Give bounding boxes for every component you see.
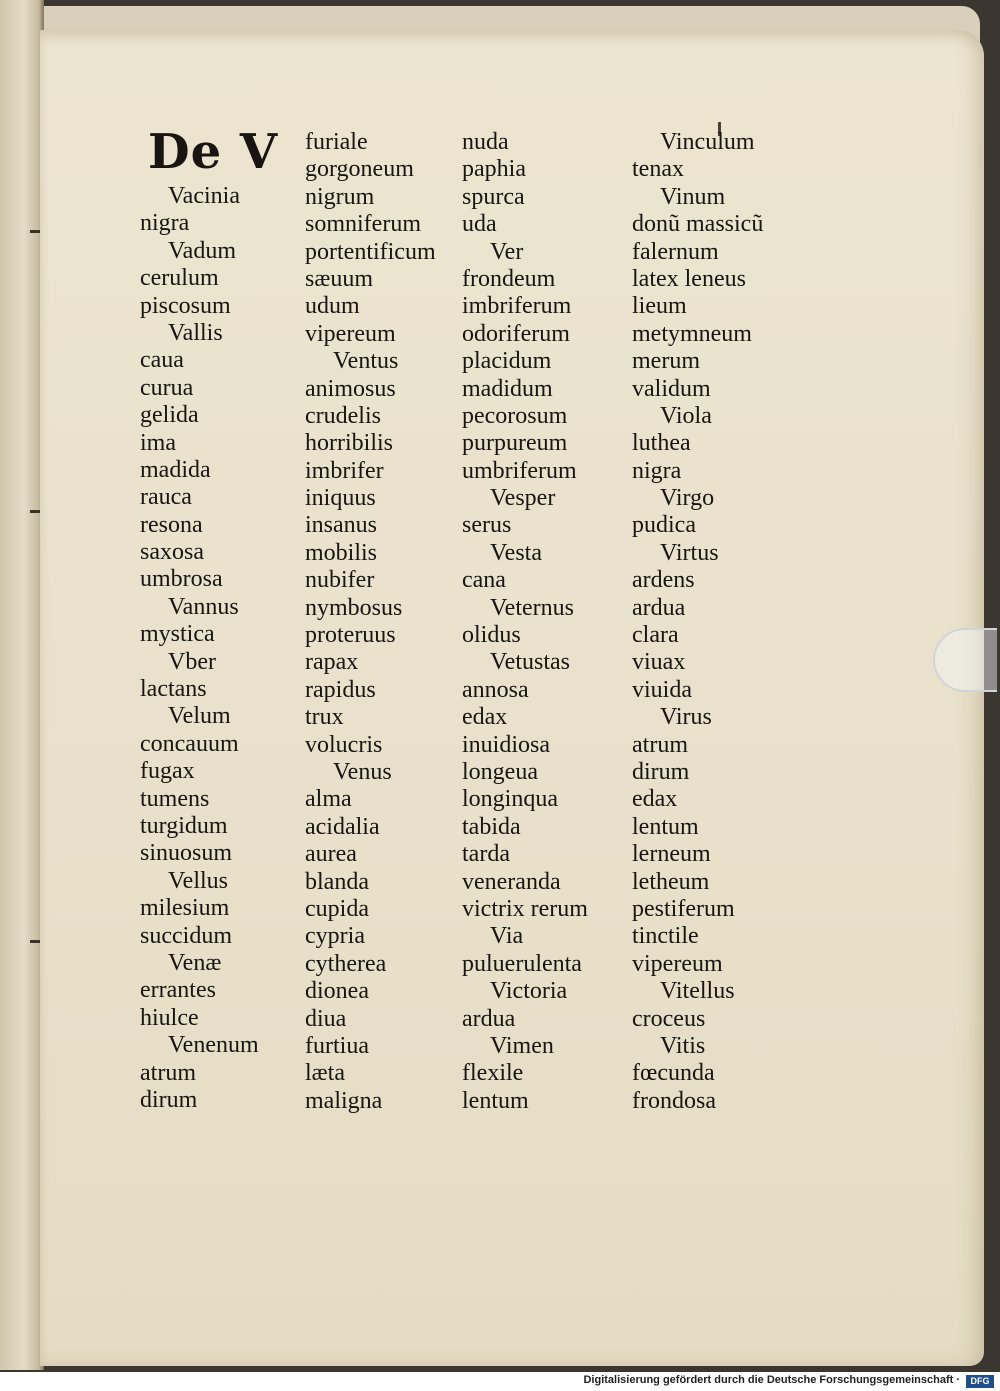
headword: Virtus — [660, 539, 719, 566]
word-column-1 — [140, 183, 259, 1114]
headword: Venenum — [168, 1032, 259, 1059]
section-heading: De V — [148, 124, 279, 180]
headword: Vinculum — [660, 129, 755, 155]
epithet: diua — [305, 1005, 347, 1032]
epithet: fœcunda — [632, 1060, 715, 1087]
epithet: sinuosum — [140, 840, 233, 867]
epithet: dirum — [632, 758, 690, 785]
headword: Ver — [490, 238, 524, 265]
epithet: lactans — [140, 676, 207, 703]
epithet: rapidus — [305, 676, 376, 703]
headword: Ventus — [333, 348, 399, 375]
epithet: resona — [140, 511, 203, 538]
epithet: spurca — [462, 183, 525, 210]
epithet: blanda — [305, 868, 369, 895]
epithet: furiale — [305, 129, 368, 155]
epithet: cupida — [305, 895, 369, 922]
headword: Vesper — [490, 485, 556, 512]
epithet: validum — [632, 375, 711, 402]
word-column-4 — [632, 129, 763, 1115]
epithet: milesium — [140, 895, 230, 922]
epithet: lentum — [462, 1087, 529, 1114]
epithet: veneranda — [462, 868, 561, 895]
footer-bar — [0, 1372, 1000, 1391]
epithet: rauca — [140, 484, 192, 511]
headword: Virgo — [660, 485, 715, 512]
epithet: fugax — [140, 758, 195, 785]
epithet: ima — [140, 429, 176, 456]
headword: Venus — [333, 758, 392, 785]
epithet: sæuum — [305, 265, 374, 292]
epithet: mobilis — [305, 539, 378, 566]
headword: Vber — [168, 648, 216, 675]
epithet: tumens — [140, 785, 210, 812]
epithet: pestiferum — [632, 895, 735, 922]
sewing-mark — [30, 230, 40, 233]
epithet: udum — [305, 293, 360, 320]
epithet: purpureum — [462, 430, 568, 457]
epithet: donũ massicũ — [632, 211, 764, 238]
headword: Via — [490, 923, 524, 950]
epithet: edax — [462, 704, 508, 731]
epithet: cerulum — [140, 265, 219, 292]
epithet: frondosa — [632, 1087, 716, 1114]
epithet: viuax — [632, 649, 686, 676]
sewing-mark — [30, 940, 40, 943]
epithet: horribilis — [305, 430, 393, 457]
page-tab-marker — [933, 628, 997, 692]
epithet: nubifer — [305, 567, 375, 594]
epithet: olidus — [462, 622, 521, 649]
headword: Vimen — [490, 1032, 554, 1059]
epithet: vipereum — [632, 950, 723, 977]
epithet: somniferum — [305, 211, 421, 238]
epithet: umbriferum — [462, 457, 577, 484]
epithet: mystica — [140, 621, 215, 648]
headword: Vinum — [660, 183, 726, 210]
epithet: portentificum — [305, 238, 436, 265]
epithet: læta — [305, 1060, 345, 1087]
headword: Velum — [168, 703, 231, 730]
epithet: tarda — [462, 841, 510, 868]
epithet: lerneum — [632, 841, 711, 868]
epithet: insanus — [305, 512, 377, 539]
headword: Vitellus — [660, 978, 735, 1005]
epithet: proteruus — [305, 622, 396, 649]
epithet: curua — [140, 374, 194, 401]
epithet: longeua — [462, 758, 538, 785]
epithet: gorgoneum — [305, 156, 414, 183]
epithet: gelida — [140, 402, 199, 429]
epithet: madidum — [462, 375, 553, 402]
epithet: tabida — [462, 813, 521, 840]
epithet: merum — [632, 348, 700, 375]
epithet: serus — [462, 512, 512, 539]
epithet: hiulce — [140, 1004, 199, 1031]
epithet: tinctile — [632, 923, 699, 950]
epithet: latex leneus — [632, 265, 746, 292]
epithet: puluerulenta — [462, 950, 582, 977]
epithet: inuidiosa — [462, 731, 550, 758]
epithet: imbrifer — [305, 457, 384, 484]
epithet: atrum — [632, 731, 688, 758]
word-column-2 — [305, 129, 436, 1115]
left-page-edge — [0, 0, 44, 1370]
epithet: furtiua — [305, 1032, 369, 1059]
headword: Veternus — [490, 594, 574, 621]
epithet: maligna — [305, 1087, 383, 1114]
headword: Viola — [660, 402, 712, 429]
epithet: uda — [462, 211, 497, 238]
epithet: tenax — [632, 156, 684, 183]
epithet: iniquus — [305, 485, 376, 512]
epithet: luthea — [632, 430, 691, 457]
epithet: annosa — [462, 676, 529, 703]
epithet: piscosum — [140, 292, 231, 319]
epithet: nymbosus — [305, 594, 403, 621]
epithet: rapax — [305, 649, 359, 676]
epithet: odoriferum — [462, 320, 570, 347]
epithet: viuida — [632, 676, 692, 703]
headword: Vadum — [168, 237, 236, 264]
epithet: letheum — [632, 868, 710, 895]
epithet: frondeum — [462, 265, 556, 292]
epithet: succidum — [140, 922, 232, 949]
epithet: cytherea — [305, 950, 387, 977]
epithet: ardua — [462, 1005, 516, 1032]
headword: Vannus — [168, 593, 239, 620]
epithet: concauum — [140, 730, 239, 757]
epithet: nuda — [462, 129, 509, 155]
epithet: alma — [305, 786, 352, 813]
epithet: nigra — [140, 210, 190, 237]
epithet: ardua — [632, 594, 686, 621]
epithet: nigrum — [305, 183, 375, 210]
epithet: ardens — [632, 567, 695, 594]
epithet: animosus — [305, 375, 396, 402]
epithet: vipereum — [305, 320, 396, 347]
epithet: pudica — [632, 512, 696, 539]
epithet: caua — [140, 347, 184, 374]
sewing-mark — [30, 510, 40, 513]
headword: Venæ — [168, 949, 222, 976]
epithet: trux — [305, 704, 344, 731]
epithet: edax — [632, 786, 678, 813]
epithet: aurea — [305, 841, 357, 868]
headword: Victoria — [490, 978, 568, 1005]
word-column-3 — [462, 129, 588, 1115]
headword: Vitis — [660, 1032, 706, 1059]
epithet: metymneum — [632, 320, 752, 347]
epithet: croceus — [632, 1005, 706, 1032]
epithet: crudelis — [305, 402, 381, 429]
epithet: lieum — [632, 293, 687, 320]
epithet: cypria — [305, 923, 365, 950]
epithet: paphia — [462, 156, 526, 183]
headword: Vallis — [168, 319, 223, 346]
epithet: victrix rerum — [462, 895, 588, 922]
epithet: pecorosum — [462, 402, 568, 429]
epithet: turgidum — [140, 812, 228, 839]
epithet: longinqua — [462, 786, 558, 813]
dfg-logo: DFG — [966, 1375, 994, 1388]
headword: Virus — [660, 704, 712, 731]
headword: Vellus — [168, 867, 228, 894]
epithet: falernum — [632, 238, 719, 265]
epithet: volucris — [305, 731, 383, 758]
epithet: atrum — [140, 1059, 196, 1086]
headword: Vacinia — [168, 183, 240, 209]
epithet: acidalia — [305, 813, 380, 840]
epithet: clara — [632, 622, 679, 649]
epithet: dirum — [140, 1086, 198, 1113]
headword: Vetustas — [490, 649, 570, 676]
epithet: imbriferum — [462, 293, 572, 320]
epithet: flexile — [462, 1060, 524, 1087]
epithet: saxosa — [140, 539, 204, 566]
epithet: cana — [462, 567, 506, 594]
epithet: umbrosa — [140, 566, 223, 593]
epithet: nigra — [632, 457, 682, 484]
epithet: lentum — [632, 813, 699, 840]
footer-credit: Digitalisierung gefördert durch die Deutsche Forschungsgemeinschaft · — [583, 1374, 960, 1386]
epithet: placidum — [462, 348, 552, 375]
epithet: errantes — [140, 977, 216, 1004]
epithet: madida — [140, 456, 211, 483]
headword: Vesta — [490, 539, 542, 566]
epithet: dionea — [305, 978, 369, 1005]
